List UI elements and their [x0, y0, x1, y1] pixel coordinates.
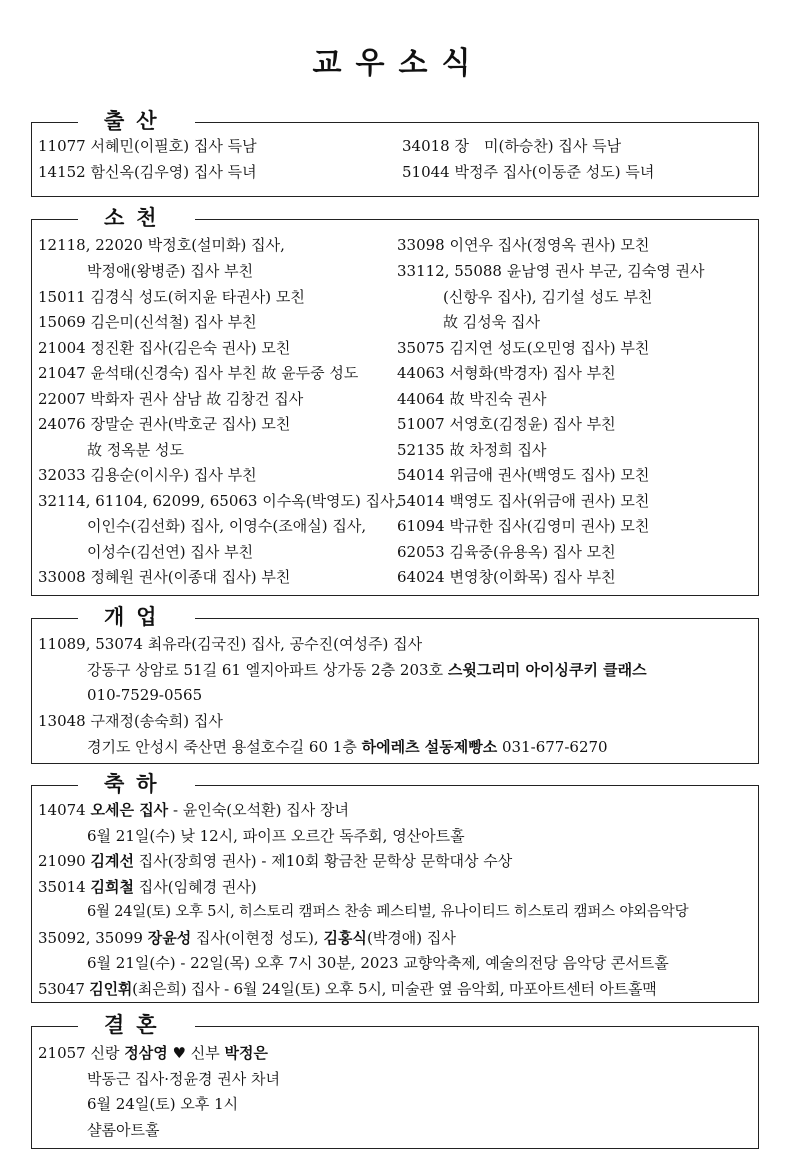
congrats-entry — [38, 928, 456, 948]
wedding-parents: 박동근 집사·정윤경 권사 차녀 — [87, 1070, 280, 1088]
member-name: 김인휘 — [89, 980, 133, 998]
death-entry: 15011 김경식 성도(허지윤 타권사) 모친 — [38, 288, 305, 306]
wedding-venue: 샬롬아트홀 — [87, 1121, 160, 1139]
section-birth — [31, 108, 759, 197]
congrats-entry — [38, 851, 512, 871]
entry-text: - 윤인숙(오석환) 집사 장녀 — [168, 801, 349, 819]
member-code: 35014 — [38, 878, 91, 896]
congrats-entry — [38, 877, 257, 897]
death-entry: 54014 백영도 집사(위금애 권사) 모친 — [397, 492, 650, 510]
section-heading-opening: 개업 — [78, 603, 195, 631]
section-congrats — [31, 771, 759, 1003]
death-entry: 33098 이연우 집사(정영옥 권사) 모친 — [397, 236, 650, 254]
member-name: 김계선 — [90, 852, 134, 870]
death-entry: 이성수(김선연) 집사 부친 — [87, 543, 254, 561]
birth-entry: 14152 함신옥(김우영) 집사 득녀 — [38, 163, 257, 181]
death-entry: 52135 故 차정희 집사 — [397, 441, 547, 459]
heart-icon: ♥ 신부 — [167, 1044, 225, 1062]
wedding-datetime: 6월 24일(토) 오후 1시 — [87, 1095, 239, 1113]
section-death — [31, 205, 759, 596]
entry-text: (최은희) 집사 - 6월 24일(토) 오후 5시, 미술관 옆 음악회, 마포아트센터 아트홀맥 — [132, 980, 657, 998]
wedding-entry — [38, 1043, 268, 1063]
entry-text: 집사(장희영 권사) - 제10회 황금찬 문학상 문학대상 수상 — [133, 852, 513, 870]
section-heading-death: 소천 — [78, 204, 195, 232]
death-entry: 박정애(왕병준) 집사 부친 — [87, 262, 254, 280]
death-entry: 12118, 22020 박정호(설미화) 집사, — [38, 236, 285, 254]
death-entry: 21047 윤석태(신경숙) 집사 부친 故 윤두중 성도 — [38, 364, 359, 382]
death-entry: 22007 박화자 권사 삼남 故 김창건 집사 — [38, 390, 304, 408]
section-heading-congrats: 축하 — [78, 770, 195, 798]
death-entry: 이인수(김선화) 집사, 이영수(조애실) 집사, — [87, 517, 367, 535]
opening-phone: 010-7529-0565 — [87, 686, 203, 704]
address-text: 경기도 안성시 죽산면 용설호수길 60 1층 — [87, 738, 362, 756]
death-entry: 35075 김지연 성도(오민영 집사) 부친 — [397, 339, 650, 357]
death-entry: (신항우 집사), 김기설 성도 부친 — [443, 288, 653, 306]
death-entry: 44063 서형화(박경자) 집사 부친 — [397, 364, 616, 382]
death-entry: 33008 정혜원 권사(이종대 집사) 부친 — [38, 568, 291, 586]
member-name: 오세은 집사 — [90, 801, 169, 819]
section-heading-birth: 출산 — [78, 107, 195, 135]
death-entry: 54014 위금애 권사(백영도 집사) 모친 — [397, 466, 650, 484]
entry-text: 집사(임혜경 권사) — [133, 878, 257, 896]
death-entry: 32033 김용순(이시우) 집사 부친 — [38, 466, 257, 484]
section-heading-wedding: 결혼 — [78, 1011, 195, 1039]
death-entry: 51007 서영호(김정윤) 집사 부친 — [397, 415, 616, 433]
death-entry: 15069 김은미(신석철) 집사 부친 — [38, 313, 257, 331]
opening-address — [87, 660, 647, 680]
death-entry: 21004 정진환 집사(김은숙 권사) 모친 — [38, 339, 291, 357]
death-entry: 64024 변영창(이화목) 집사 부친 — [397, 568, 616, 586]
shop-name: 스윗그리미 아이싱쿠키 클래스 — [447, 661, 647, 679]
member-code: 14074 — [38, 801, 91, 819]
death-entry: 故 김성욱 집사 — [443, 313, 540, 331]
death-entry: 故 정옥분 성도 — [87, 441, 184, 459]
birth-entry: 34018 장 미(하승찬) 집사 득남 — [402, 137, 622, 155]
member-code: 35092, 35099 — [38, 929, 148, 947]
page-title: 교우소식 — [312, 46, 485, 81]
member-name: 김희철 — [90, 878, 134, 896]
entry-text: 21057 신랑 — [38, 1044, 125, 1062]
entry-text: (박경애) 집사 — [366, 929, 456, 947]
opening-address — [87, 737, 608, 757]
member-name: 김홍식 — [323, 929, 367, 947]
death-entry: 33112, 55088 윤남영 권사 부군, 김숙영 권사 — [397, 262, 705, 280]
death-entry: 24076 장말순 권사(박호군 집사) 모친 — [38, 415, 291, 433]
opening-entry: 13048 구재정(송숙희) 집사 — [38, 712, 223, 730]
entry-text: 집사(이현정 성도), — [191, 929, 324, 947]
section-wedding — [31, 1012, 759, 1149]
death-entry: 62053 김육중(유용옥) 집사 모친 — [397, 543, 616, 561]
opening-entry: 11089, 53074 최유라(김국진) 집사, 공수진(여성주) 집사 — [38, 635, 423, 653]
congrats-entry — [38, 800, 349, 820]
congrats-detail: 6월 24일(토) 오후 5시, 히스토리 캠퍼스 찬송 페스티벌, 유나이티드 히스토리 캠퍼스 야외음악당 — [87, 904, 689, 920]
section-opening — [31, 604, 759, 764]
member-code: 21090 — [38, 852, 91, 870]
death-entry: 44064 故 박진숙 권사 — [397, 390, 547, 408]
congrats-entry — [38, 979, 657, 999]
congrats-detail: 6월 21일(수) 낮 12시, 파이프 오르간 독주회, 영산아트홀 — [87, 827, 465, 845]
shop-phone: 031-677-6270 — [497, 738, 608, 756]
death-entry: 61094 박규한 집사(김영미 권사) 모친 — [397, 517, 650, 535]
member-code: 53047 — [38, 980, 90, 998]
congrats-detail: 6월 21일(수) - 22일(목) 오후 7시 30분, 2023 교향악축제, 예술의전당 음악당 콘서트홀 — [87, 954, 669, 972]
birth-entry: 11077 서혜민(이필호) 집사 득남 — [38, 137, 257, 155]
groom-name: 정삼영 — [124, 1044, 168, 1062]
birth-entry: 51044 박정주 집사(이동준 성도) 득녀 — [402, 163, 655, 181]
bride-name: 박정은 — [224, 1044, 268, 1062]
shop-name: 하에레츠 설동제빵소 — [361, 738, 498, 756]
death-entry: 32114, 61104, 62099, 65063 이수옥(박영도) 집사, — [38, 492, 400, 510]
address-text: 강동구 상암로 51길 61 엘지아파트 상가동 2층 203호 — [87, 661, 448, 679]
member-name: 장윤성 — [147, 929, 192, 947]
